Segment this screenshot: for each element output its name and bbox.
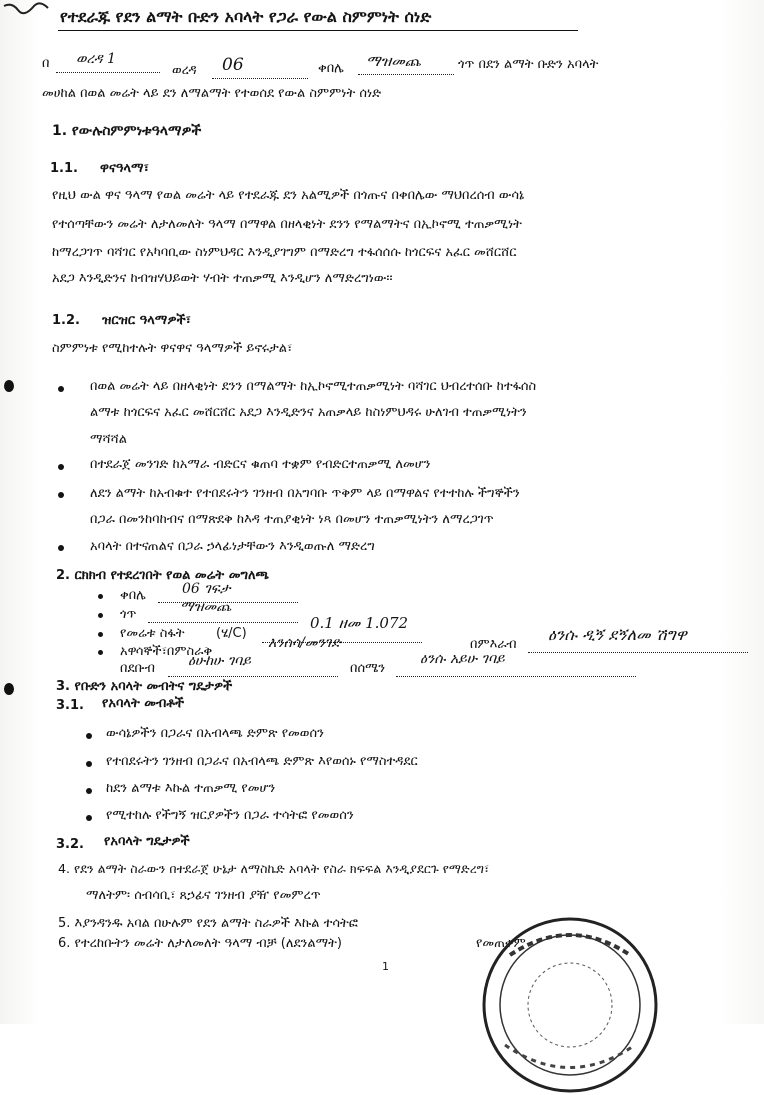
title-underline [58, 30, 578, 31]
section3-1-number: 3.1. [56, 698, 84, 713]
bullet-dot [98, 594, 103, 599]
member-right-2: የተበደሩትን ገንዘብ በጋራና በአብላጫ ድምጽ እየወሰኑ የማስተዳደር [106, 754, 418, 769]
duty-4-line-2: ማለትም፡ ሰብሳቢ፣ ጸኃፊና ገንዘብ ያዥ የመምረጥ [86, 888, 321, 903]
objective-3-line-1: ለደን ልማት ከአብቁተ የተበደሩትን ገንዘብ በአግባቡ ጥቅም ላይ በማዋልና የተተከሉ ችግኞችን [90, 486, 520, 501]
bullet-dot [58, 386, 64, 392]
bullet-dot [86, 788, 92, 794]
duty-5: 5. እያንዳንዱ አባል በሁሉም የደን ልማት ስራዎች እኩል ተሳትፎ [58, 916, 358, 931]
purpose-para-line-1: የዚህ ውል ዋና ዓላማ የወል መሬት ላይ የተደራጁ ደን አልሚዎች በጎጡና በቀበሌው ማህበረሰብ ውሳኔ [52, 188, 525, 203]
bullet-dot [98, 650, 103, 655]
border-south-value: ዕሁከሁ ገባይ [188, 653, 251, 669]
bullet-dot [98, 632, 103, 637]
bullet-dot [98, 613, 103, 618]
border-north-line [396, 676, 636, 677]
bullet-dot [86, 761, 92, 767]
border-east-label: አዋሳኞች፣በምስራቅ [120, 644, 213, 659]
land-kebele-value: 06 ገፍታ [182, 581, 231, 597]
duty-4-line-1: 4. የደን ልማት ስራውን በተደራጀ ሁኔታ ለማስኬድ አባላት የስራ ክፍፍል እንዲያደርጉ የማድረግ፣ [58, 861, 490, 876]
intro-line2: መሀከል በወል መሬት ላይ ደን ለማልማት የተወሰደ የውል ስምምነት ሰነድ [42, 86, 382, 101]
woreda-label: ወረዳ [172, 63, 197, 78]
bullet-dot [86, 733, 92, 739]
bullet-dot [58, 545, 64, 551]
objective-4: አባላት በተናጠልና በጋራ ኃላፊነታቸውን እንዲወጡለ ማድረግ [90, 539, 375, 554]
land-got-line [148, 622, 298, 623]
border-north-value: ዕንሱ አይሁ ገባይ [420, 651, 505, 667]
objective-1-line-1: በወል መሬት ላይ በዘላቂነት ደንን በማልማት ከኢኮኖሚተጠቃሚነት ባሻገር ህብረተሰቡ ከተፋሰስ [90, 379, 537, 394]
section1-2-title: ዝርዝር ዓላማዎች፣ [102, 313, 192, 328]
land-got-value: ማዝመጨ [180, 599, 232, 615]
purpose-para-line-2: የተሰጣቸውን መሬት ለታለመለት ዓላማ በማዋል በዘላቂነት ደንን የማልማትና በኢኮኖሚ ተጠቃሚነት [52, 217, 522, 232]
region-fill-line [56, 72, 160, 73]
section1-2-intro: ስምምነቱ የሚከተሉት ዋናዋና ዓላማዎች ይኖሩታል፣ [52, 341, 293, 356]
land-area-label: የመሬቱ ስፋት [120, 626, 185, 641]
member-right-3: ከደን ልማቱ እኩል ተጠቃሚ የመሆን [106, 781, 276, 796]
kebele-label: ቀበሌ [318, 61, 344, 76]
border-south-label: በደቡብ [120, 661, 155, 676]
section3-2-title: የአባላት ግዴታዎች [104, 834, 190, 849]
intro-line1-tail: ጎጥ በደን ልማት ቡድን አባላት [458, 57, 599, 72]
page-number: 1 [382, 960, 389, 973]
scan-hole-mark [4, 683, 14, 695]
section1-1-title: ዋናዓላማ፣ [100, 161, 149, 176]
duty-6: 6. የተረከቡትን መሬት ለታለመለት ዓላማ ብቻ (ለደንልማት) [58, 936, 342, 951]
section1-2-number: 1.2. [52, 313, 80, 328]
duty-6-tail: የመጠቀም [476, 936, 526, 951]
border-west-label: በምእራብ [470, 637, 517, 652]
objective-1-line-2: ልማቱ ከጎርፍና አፈር መሸርሸር አደጋ እንዲድንና አጠቃላይ ከስነምህዳሩ ሁለገብ ተጠቃሚነትን [90, 405, 527, 420]
land-area-value: 0.1 ዘመ 1.072 [310, 614, 409, 632]
objective-1-line-3: ማሻሻል [90, 432, 127, 447]
woreda-handwritten-value: 06 [222, 55, 244, 75]
bullet-dot [58, 464, 64, 470]
land-area-unit: (ሄ/C) [216, 626, 247, 641]
intro-region-label: በ [42, 56, 50, 71]
section2-heading: 2. ርክክብ የተደረገበት የወል መሬት መግለጫ [56, 568, 270, 583]
land-kebele-label: ቀበሌ [120, 588, 146, 603]
section3-heading: 3. የቡድን አባላት መብትና ግዴታዎች [56, 679, 233, 694]
scan-hole-mark [4, 380, 14, 392]
objective-2: በተደራጀ መንገድ ከአማራ ብድርና ቁጠባ ተቋም የብድርተጠቃሚ ለመሆን [90, 457, 431, 472]
section1-1-number: 1.1. [50, 161, 78, 176]
border-west-value: ዕንሱ ዲኝ ደኝለመ ሽግዋ [548, 625, 687, 644]
section3-1-title: የአባላት መብቶች [102, 696, 185, 711]
border-north-label: በሰሜን [350, 661, 386, 676]
corner-scribble [0, 0, 60, 30]
member-right-4: የሚተከሉ የችግኝ ዝርያዎችን በጋራ ተሳትፎ የመወሰን [106, 808, 354, 823]
kebele-handwritten-value: ማዝመጨ [366, 52, 421, 70]
purpose-para-line-4: አደጋ እንዲድንና ከብዝሃህይወት ሃብት ተጠቃሚ እንዲሆን ለማድረግነው፡፡ [52, 271, 393, 286]
border-south-line [168, 676, 338, 677]
document-title: የተደራጁ የደን ልማት ቡድን አባላት የጋራ የውል ስምምነት ሰነድ [60, 7, 432, 26]
region-handwritten-value: ወረዳ 1 [76, 51, 116, 67]
bullet-dot [58, 492, 64, 498]
purpose-para-line-3: ከማረጋገጥ ባሻገር የአካባቢው ስነምህዳር እንዲያገግም በማድረግ ተፋሰሰሱ ከጎርፍና አፈር መሸርሸር [52, 245, 517, 260]
border-west-line [528, 652, 748, 653]
kebele-fill-line [358, 74, 454, 75]
bullet-dot [86, 815, 92, 821]
member-right-1: ውሳኔዎችን በጋራና በአብላጫ ድምጽ የመወሰን [106, 726, 324, 741]
land-got-label: ጎጥ [120, 607, 137, 622]
woreda-fill-line [212, 78, 308, 79]
section3-2-number: 3.2. [56, 837, 84, 852]
border-east-value: እንሰሳ/መንገድ [268, 635, 341, 651]
objective-3-line-2: በጋራ በመንከባከብና በማጽደቅ ከእዳ ተጠያቂነት ነጻ በመሆን ተጠቃሚነትን ለማረጋገጥ [90, 512, 494, 527]
section1-heading: 1. የውሉስምምነቱዓላማዎች [52, 123, 202, 139]
official-stamp [470, 895, 730, 1095]
